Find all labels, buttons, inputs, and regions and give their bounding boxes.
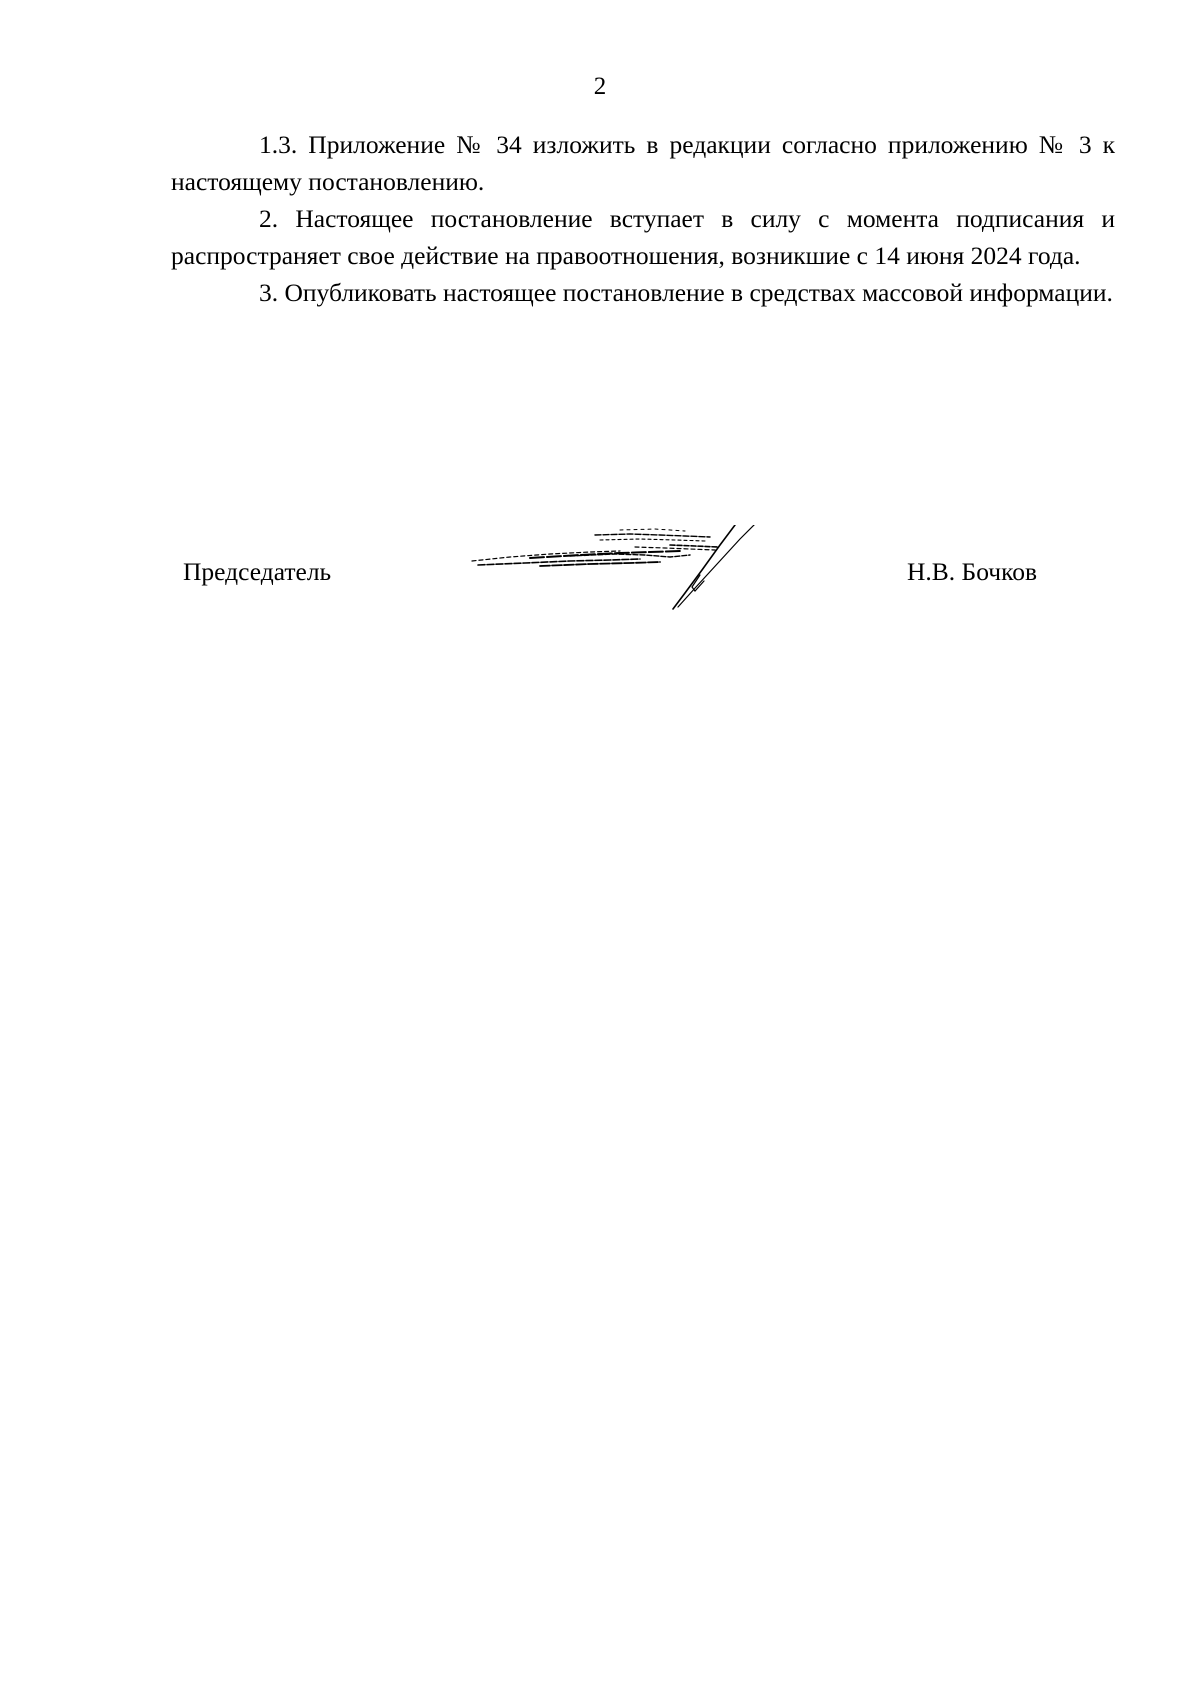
paragraph-2: 2. Настоящее постановление вступает в силу с момента подписания и распространяет свое действие на правоотношения, возникшие с 14 июня 2024 года. [171,204,1115,270]
signer-title: Председатель [183,557,332,586]
signature-block [0,545,1200,645]
page-number: 2 [593,73,607,100]
paragraph-3: 3. Опубликовать настоящее постановление в средствах массовой информации. [259,278,1113,307]
handwritten-signature [470,525,780,625]
paragraph-1-3: 1.3. Приложение № 34 изложить в редакции согласно приложению № 3 к настоящему постановлению. [171,130,1115,196]
document-body [171,126,1115,311]
signer-name: Н.В. Бочков [907,557,1037,586]
